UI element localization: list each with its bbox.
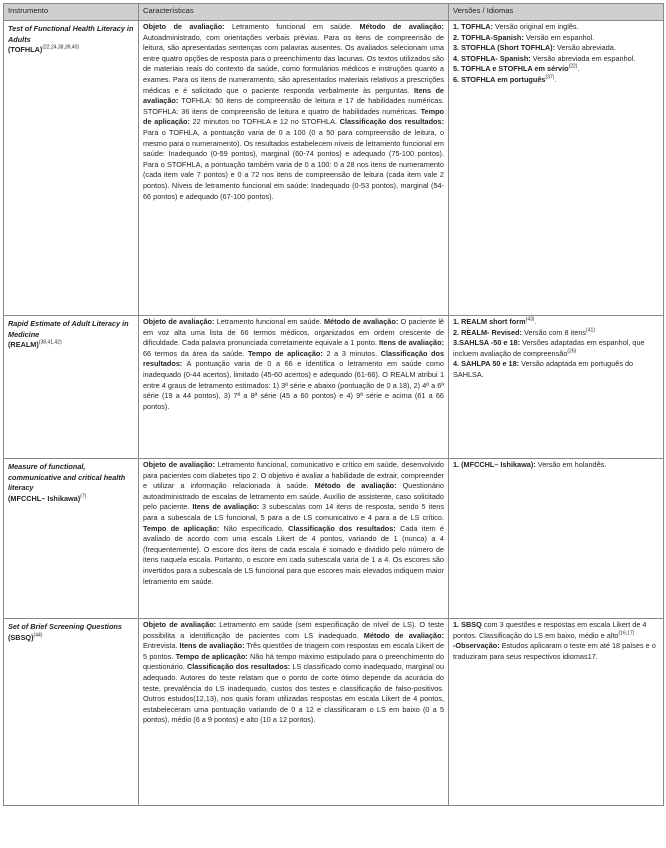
characteristic-label: Tempo de aplicação: bbox=[143, 106, 444, 127]
characteristic-text: Três questões de triagem com respostas em escala Likert de 5 pontos. bbox=[143, 641, 444, 661]
characteristic-text: 3 subescalas com 14 itens de resposta, sendo 5 itens para a subescala de LS funcional, 5 para a de LS comunicativo e 4 para a de LS crítico. bbox=[143, 502, 444, 522]
characteristics-cell bbox=[139, 459, 449, 619]
table-header-row bbox=[4, 4, 664, 21]
characteristic-label: Itens de avaliação: bbox=[143, 85, 444, 106]
version-text: Versão adaptada em português do SAHLSA. bbox=[453, 359, 634, 379]
version-item bbox=[453, 54, 659, 65]
characteristic-text: Letramento funcional em saúde. bbox=[224, 22, 360, 31]
instrument-cell bbox=[4, 316, 139, 459]
characteristic-text: LS classificado como inadequado, marginal ou adequado. Autores do teste relatam que o ponto de corte ótimo depende da acurácia do teste, prevalência do LS inadequado, custos dos testes e classificação de falso-positivos. Outros estudos(12,13), nos quais foram utilizadas respostas em escala Likert de 4 pontos, estabeleceram uma pontuação variando de 0 a 12 e classificaram o LS em baixo (0 a 5 pontos), médio (6 a 9 pontos) e alto (10 a 12 pontos). bbox=[143, 662, 445, 725]
instruments-table bbox=[3, 3, 664, 806]
version-item bbox=[453, 338, 659, 359]
instrument-abbreviation: (MFCCHL– Ishikawa) bbox=[8, 493, 81, 503]
characteristic-text: Letramento funcional em saúde. bbox=[214, 317, 324, 326]
version-item bbox=[453, 460, 659, 471]
version-reference: (41) bbox=[586, 327, 595, 334]
versions-cell bbox=[449, 619, 664, 806]
characteristic-text: Para o TOFHLA, a pontuação varia de 0 a 100 (0 a 50 para compreensão de leitura, o mesmo para o numeramento). Os resultados estabelecem níveis de letramento funcional em saúde: Inadequado (0-59 pontos), marginal (60-74 pontos) e adequado (75-100 pontos). Para o STOFHLA, a pontuação também varia de 0 a 100: 0 a 28 nos itens de numeramento (cada item vale 7 pontos) e 0 a 72 nos itens de compreensão de leitura (cada item vale 2 pontos). Níveis de letramento funcional em saúde: Inadequado (0-53 pontos), marginal (54-66 pontos) e adequado (67-100 pontos). bbox=[143, 127, 444, 201]
instrument-cell bbox=[4, 619, 139, 806]
version-reference: (43) bbox=[525, 316, 535, 323]
version-text: Versões adaptadas em espanhol, que incluem avaliação de compreensão bbox=[453, 338, 645, 358]
characteristic-label: Classificação dos resultados: bbox=[339, 117, 444, 127]
characteristic-text: O paciente lê em voz alta uma lista de 66 termos médicos, organizados em ordem crescente de dificuldade. Cada palavra pronunciada corretamente equivale a 1 ponto. bbox=[143, 317, 444, 348]
version-reference: (37) bbox=[545, 74, 555, 81]
version-text: . bbox=[577, 64, 580, 74]
characteristic-label: Objeto de avaliação: bbox=[143, 620, 217, 629]
instrument-abbreviation: (REALM) bbox=[8, 340, 39, 350]
characteristic-label: Objeto de avaliação: bbox=[143, 460, 215, 469]
characteristic-label: Método de avaliação: bbox=[359, 22, 444, 31]
version-item bbox=[453, 641, 659, 662]
characteristic-text: Cada item é avaliado de acordo com uma escala Likert de 4 pontos, variando de 1 (nunca) a 4 (frequentemente). O escore dos itens de cada escala é somado e dividido pelo número de itens naquela escala. Portanto, o escore em cada subescala varia de 1 a 4. Os escores são invertidos para a subescala de LS funcional para que escores mais elevados indiquem maior letramento em saúde. bbox=[143, 523, 444, 586]
characteristic-text: Questionário autoadministrado de escalas de letramento em saúde. Auxílio de assistente, caso solicitado pelo paciente. bbox=[143, 481, 444, 512]
version-label: -Observação: bbox=[453, 641, 500, 651]
characteristic-text: Não especificado. bbox=[219, 523, 289, 533]
characteristics-cell bbox=[139, 21, 449, 316]
version-label: 5. TOFHLA e STOFHLA em sérvio bbox=[453, 64, 569, 74]
characteristic-label: Itens de avaliação: bbox=[192, 502, 260, 512]
version-text: Versão abreviada. bbox=[555, 43, 616, 53]
header-caracteristicas: Características bbox=[139, 4, 449, 21]
characteristic-label: Tempo de aplicação: bbox=[175, 651, 248, 661]
version-text: . bbox=[554, 74, 557, 84]
version-item bbox=[453, 43, 659, 54]
instrument-reference: (44) bbox=[33, 632, 43, 639]
version-text: Versão com 8 itens bbox=[521, 327, 587, 337]
version-label: 2. REALM- Revised: bbox=[453, 327, 522, 337]
version-text: com 3 questões e respostas em escala Likert de 4 pontos. Classificação do LS em baixo, médio e alto bbox=[453, 620, 647, 640]
version-label: 1. (MFCCHL– Ishikawa): bbox=[453, 460, 536, 469]
version-item bbox=[453, 359, 659, 380]
characteristic-label: Objeto de avaliação: bbox=[143, 317, 215, 326]
version-text: Estudos aplicaram o teste em até 18 países e o traduziram para seus respectivos idiomas17. bbox=[453, 641, 656, 661]
instrument-name: Set of Brief Screening Questions bbox=[8, 622, 122, 631]
characteristic-label: Itens de avaliação: bbox=[378, 338, 444, 348]
instrument-reference: (38,41,42) bbox=[38, 339, 62, 346]
characteristic-text: Autoadministrado, com orientações verbais prévias. Para os itens de compreensão de leitura, são apresentadas sentenças com palavras ausentes. Os avaliados selecionam uma entre quatro opções de resposta para o preenchimento das lacunas. Os textos utilizados são de materiais reais do contexto da saúde, como formulários médicos e instruções quanto a exames. Para os itens de numeramento, são apresentados materiais relativos a prescrições médicas e é solicitado que o paciente responda verbalmente às perguntas. bbox=[143, 32, 444, 95]
versions-cell bbox=[449, 316, 664, 459]
instrument-cell bbox=[4, 459, 139, 619]
characteristic-text: Não há tempo máximo estipulado para o preenchimento do questionário. bbox=[143, 651, 444, 672]
characteristic-text: Letramento funcional, comunicativo e crítico em saúde, desenvolvido para pacientes com diabetes tipo 2. O objetivo é avaliar a habilidade de extrair, compreender e utilizar a informação relacionada à saúde. bbox=[143, 460, 444, 491]
version-item bbox=[453, 75, 659, 86]
version-label: 2. TOFHLA-Spanish: bbox=[453, 32, 524, 42]
instrument-name: Rapid Estimate of Adult Literacy in Medicine bbox=[8, 319, 129, 339]
version-item bbox=[453, 620, 659, 641]
version-item bbox=[453, 33, 659, 44]
characteristic-text: 66 termos da área da saúde. bbox=[143, 348, 248, 358]
characteristic-label: Classificação dos resultados: bbox=[143, 348, 445, 369]
characteristic-text: A pontuação varia de 0 a 66 e identifica o letramento em saúde como inadequado (0-44 acertos), limitado (45-60 acertos) e adequado (61-66). O REALM atribui 1 entre 4 graus de letramento estimados: 1) 3ª série e abaixo (pontuação de 0 a 18), 2) 4ª a 6ª série (19 a 44 pontos), 3) 7ª a 8ª série (45 a 60 pontos) e 4) 9ª série e acima (61 a 66 pontos). bbox=[143, 359, 444, 411]
version-label: 1. REALM short form bbox=[453, 317, 526, 326]
instrument-name: Measure of functional, communicative and critical health literacy bbox=[8, 462, 126, 493]
version-text: . bbox=[534, 317, 537, 326]
instrument-abbreviation: (TOFHLA) bbox=[8, 45, 43, 55]
characteristic-text: 22 minutos no TOFHLA e 12 no STOFHLA. bbox=[189, 117, 340, 127]
version-reference: (16,17) bbox=[618, 630, 635, 637]
version-label: 3. STOFHLA (Short TOFHLA): bbox=[453, 43, 556, 53]
characteristic-label: Método de avaliação: bbox=[314, 481, 397, 491]
characteristic-label: Classificação dos resultados: bbox=[288, 523, 396, 533]
characteristic-label: Tempo de aplicação: bbox=[247, 348, 323, 358]
table-row bbox=[4, 21, 664, 316]
version-text: Versão abreviada em espanhol. bbox=[530, 53, 636, 63]
characteristic-label: Objeto de avaliação: bbox=[143, 22, 225, 31]
header-versoes: Versões / Idiomas bbox=[449, 4, 664, 21]
version-label: 3.SAHLSA -50 e 18: bbox=[453, 338, 521, 348]
header-instrumento: Instrumento bbox=[4, 4, 139, 21]
characteristic-text: 2 a 3 minutos. bbox=[322, 348, 381, 358]
characteristic-label: Método de avaliação: bbox=[363, 630, 444, 640]
characteristic-text: TOFHLA: 50 itens de compreensão de leitura e 17 de habilidades numéricas. STOFHLA: 36 itens de compreensão de leitura e quatro de habilidades numéricas. bbox=[143, 96, 444, 116]
characteristic-text: Letramento em saúde (sem especificação de nível de LS). O teste possibilita a identificação de pacientes com LS inadequado. bbox=[143, 620, 445, 640]
version-text: Versão original em inglês. bbox=[493, 22, 579, 31]
version-reference: (22) bbox=[568, 63, 578, 70]
table-row bbox=[4, 459, 664, 619]
version-label: 1. TOFHLA: bbox=[453, 22, 493, 31]
version-label: 1. SBSQ bbox=[453, 620, 482, 629]
instrument-name: Test of Functional Health Literacy in Adults bbox=[8, 24, 134, 44]
characteristic-label: Tempo de aplicação: bbox=[143, 523, 220, 533]
instrument-reference: (22,24,38,39,40) bbox=[42, 44, 80, 51]
instrument-cell bbox=[4, 21, 139, 316]
versions-cell bbox=[449, 21, 664, 316]
characteristics-cell bbox=[139, 619, 449, 806]
versions-cell bbox=[449, 459, 664, 619]
version-item bbox=[453, 328, 659, 339]
characteristic-text: Entrevista. bbox=[143, 641, 180, 651]
table-row bbox=[4, 316, 664, 459]
version-item bbox=[453, 317, 659, 328]
instrument-reference: (7) bbox=[80, 493, 87, 500]
version-label: 4. SAHLPA 50 e 18: bbox=[453, 359, 520, 369]
table-row bbox=[4, 619, 664, 806]
version-text: Versão em holandês. bbox=[535, 460, 607, 469]
version-reference: (26) bbox=[567, 348, 577, 355]
version-label: 6. STOFHLA em português bbox=[453, 74, 546, 84]
version-item bbox=[453, 64, 659, 75]
characteristics-cell bbox=[139, 316, 449, 459]
version-item bbox=[453, 22, 659, 33]
instrument-abbreviation: (SBSQ) bbox=[8, 632, 34, 642]
version-text: Versão em espanhol. bbox=[523, 32, 595, 42]
characteristic-label: Itens de avaliação: bbox=[179, 641, 245, 651]
characteristic-label: Classificação dos resultados: bbox=[186, 662, 291, 672]
version-label: 4. STOFHLA- Spanish: bbox=[453, 53, 531, 63]
characteristic-label: Método de avaliação: bbox=[323, 317, 399, 326]
